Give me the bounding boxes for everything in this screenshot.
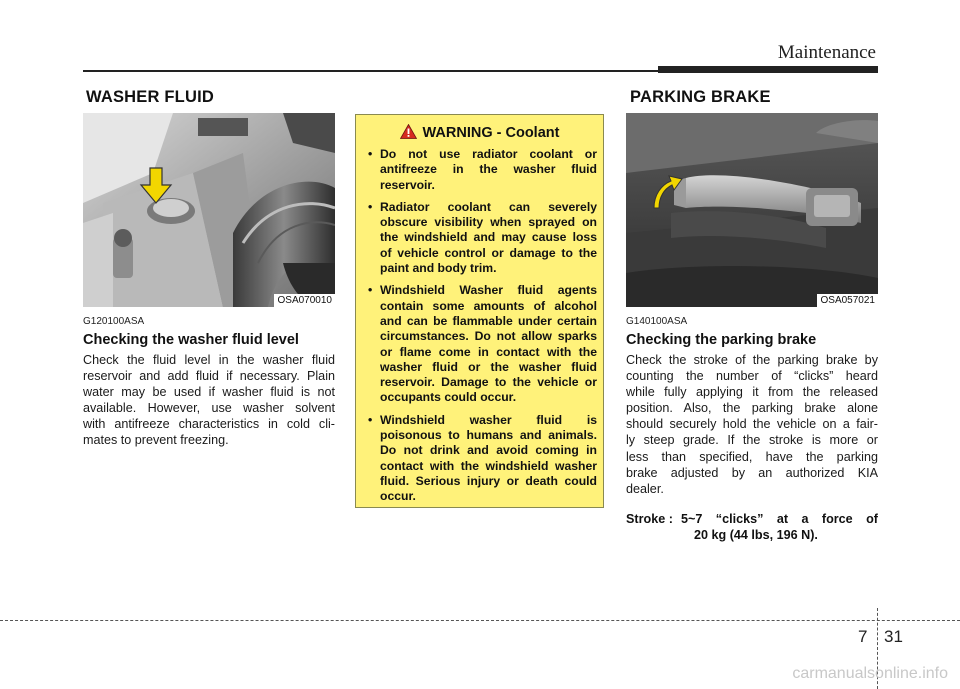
bullet: •	[368, 283, 373, 298]
warning-item	[368, 413, 597, 505]
parking-section-title: PARKING BRAKE	[630, 88, 771, 106]
washer-body-line: available. However, use washer solvent	[83, 401, 335, 416]
parking-body-line: dealer.	[626, 481, 664, 496]
washer-body-line: mates to prevent freezing.	[83, 433, 229, 448]
parking-body-line: Check the stroke of the parking brake by	[626, 353, 878, 367]
warning-item	[368, 147, 597, 193]
washer-photo-code: OSA070010	[274, 294, 336, 307]
parking-brake-photo	[626, 113, 878, 307]
stroke-value-line1: 5~7 “clicks” at a force of	[681, 512, 878, 526]
stroke-spec-row	[626, 511, 878, 527]
warning-item	[368, 200, 597, 276]
washer-reservoir-photo	[83, 113, 335, 307]
parking-brake-illustration	[626, 113, 878, 307]
warning-box	[355, 114, 604, 508]
bullet: •	[368, 147, 373, 161]
header-tab-bar	[658, 66, 878, 73]
bullet: •	[368, 412, 373, 427]
washer-section-title: WASHER FLUID	[86, 88, 214, 106]
parking-body	[626, 352, 878, 497]
warning-title	[356, 124, 603, 141]
header-rule	[83, 70, 658, 72]
chapter-number: 7	[858, 627, 868, 646]
warning-item-text: Windshield Washer fluid agents contain some amounts of alcohol and can be flammable under certain circumstances. Do not allow sparks or flame come in contact with the washer fluid or the washer fluid reservoir. Damage to the vehicle or occupants could occur.	[380, 283, 597, 405]
parking-doc-code: G140100ASA	[626, 316, 688, 327]
parking-body-line: brake adjusted by an authorized KIA	[626, 465, 878, 480]
warning-item-text: Windshield washer fluid is poisonous to humans and animals. Do not drink and avoid coming in contact with the windshield washer fluid. Serious injury or death could occur.	[380, 412, 597, 504]
warning-item-text: Radiator coolant can severely obscure visibility when sprayed on the windshield and may cause loss of vehicle control or damage to the paint and body trim.	[380, 199, 597, 276]
bullet: •	[368, 199, 373, 214]
warning-triangle-icon	[400, 124, 417, 139]
stroke-spec	[626, 511, 878, 543]
washer-body-line: with antifreeze characteristics in cold cli-	[83, 417, 335, 432]
parking-body-line: ly steep grade. If the stroke is more or	[626, 433, 878, 448]
warning-item-text: Do not use radiator coolant or antifreeze in the washer fluid reservoir.	[380, 147, 597, 192]
warning-title-suffix: Coolant	[505, 125, 560, 141]
parking-body-line: while fully applying it from the released	[626, 385, 878, 400]
washer-reservoir-illustration	[83, 113, 335, 307]
watermark-text: carmanualsonline.info	[792, 665, 948, 682]
parking-body-line: position. Also, the parking brake alone	[626, 401, 878, 416]
washer-doc-code: G120100ASA	[83, 316, 145, 327]
stroke-label: Stroke :	[626, 512, 673, 526]
warning-item	[368, 283, 597, 405]
washer-body-line: water may be used if washer fluid is not	[83, 385, 335, 400]
washer-body-line: Check the fluid level in the washer fluid	[83, 353, 335, 367]
parking-photo-code: OSA057021	[817, 294, 879, 307]
washer-subhead: Checking the washer fluid level	[83, 332, 299, 348]
warning-title-prefix: WARNING -	[422, 125, 506, 141]
warning-list	[368, 147, 597, 512]
header-title: Maintenance	[777, 42, 876, 63]
washer-body-line: reservoir and add fluid if necessary. Plain	[83, 369, 335, 384]
parking-subhead: Checking the parking brake	[626, 332, 817, 348]
stroke-value-line2: 20 kg (44 lbs, 196 N).	[694, 528, 818, 542]
washer-body	[83, 352, 335, 449]
parking-body-line: counting the number of “clicks” heard	[626, 369, 878, 384]
parking-body-line: less than specified, have the parking	[626, 449, 878, 464]
parking-body-line: should securely hold the vehicle on a fair-	[626, 417, 878, 432]
footer-rule	[0, 620, 960, 621]
page-number: 31	[884, 627, 903, 646]
